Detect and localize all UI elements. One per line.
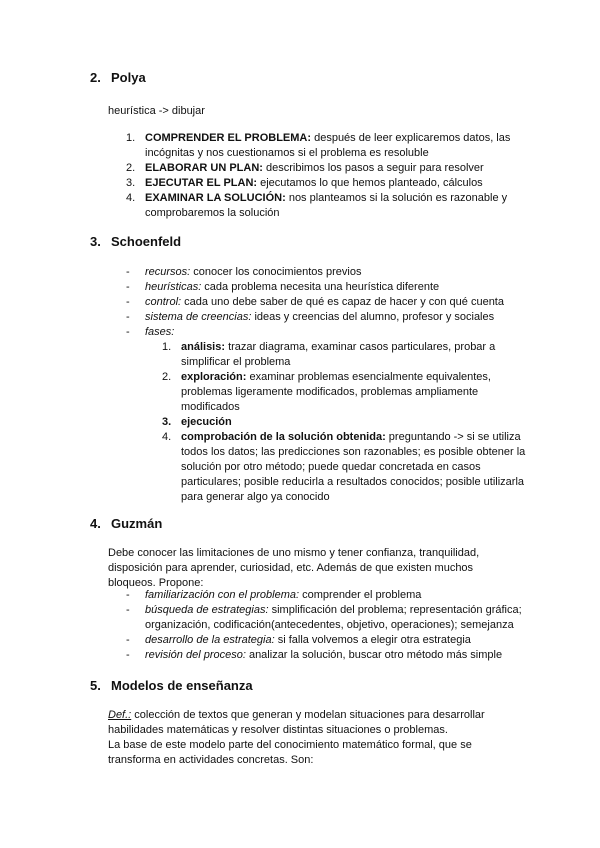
heading-number: 3.	[90, 234, 101, 249]
list-marker: 3.	[162, 416, 172, 428]
list-item-term: sistema de creencias:	[145, 311, 252, 323]
heading-title: Polya	[111, 70, 146, 85]
list-item-term: recursos:	[145, 266, 191, 278]
list-item-text: conocer los conocimientos previos	[190, 266, 362, 278]
list-item-term: fases:	[145, 326, 175, 338]
heading-modelos	[90, 678, 253, 693]
list-item-text: nos planteamos si la solución es razonable y comprobaremos la solución	[145, 192, 508, 219]
list-item-text: después de leer explicaremos datos, las incógnitas y nos cuestionamos si el problema es resoluble	[145, 132, 511, 159]
heading-guzman	[90, 516, 162, 531]
list-item-term: EJECUTAR EL PLAN:	[145, 177, 258, 189]
heading-title: Guzmán	[111, 516, 163, 531]
list-item	[126, 633, 536, 648]
list-marker: 4.	[162, 431, 172, 443]
dash-marker: -	[126, 604, 130, 616]
list-item	[126, 131, 526, 161]
list-marker: 2.	[162, 371, 172, 383]
list-item	[162, 340, 532, 370]
heading-schoenfeld	[90, 234, 181, 249]
dash-marker: -	[126, 634, 130, 646]
list-item	[126, 325, 526, 340]
list-item-text: preguntando -> si se utiliza todos los datos; las predicciones son razonables; es posible obtener la solución por otro método; puede quedar concretada en casos particulares; posible reducirla a resultados conocidos; posible utilizarla para generar algo ya conocido	[181, 431, 526, 503]
guzman-intro: Debe conocer las limitaciones de uno mismo y tener confianza, tranquilidad, disposición para aprender, curiosidad, etc. Además de que existen muchos bloqueos. Propone:	[108, 547, 480, 589]
list-item	[126, 176, 526, 191]
list-marker: 1.	[162, 341, 172, 353]
phases-list	[162, 340, 532, 505]
list-item	[126, 588, 536, 603]
list-item	[126, 648, 536, 663]
heading-title: Schoenfeld	[111, 234, 182, 249]
heading-title: Modelos de enseñanza	[111, 678, 253, 693]
schoenfeld-list	[126, 265, 526, 340]
list-item-term: análisis:	[181, 341, 226, 353]
list-item	[162, 415, 532, 430]
dash-marker: -	[126, 311, 130, 323]
guzman-list	[126, 588, 536, 663]
modelos-paragraph: La base de este modelo parte del conocimiento matemático formal, que se transforma en actividades concretas. Son:	[108, 739, 472, 766]
definition-label: Def.:	[108, 709, 132, 721]
list-marker: 3.	[126, 177, 136, 189]
dash-marker: -	[126, 281, 130, 293]
dash-marker: -	[126, 649, 130, 661]
list-item-text: describimos los pasos a seguir para resolver	[262, 162, 484, 174]
list-item-term: revisión del proceso:	[145, 649, 246, 661]
list-item-term: ELABORAR UN PLAN:	[145, 162, 263, 174]
list-item-text: simplificación del problema; representación gráfica; organización, codificación(antecedentes, objetivo, operaciones); semejanza	[145, 604, 522, 631]
heading-number: 2.	[90, 70, 101, 85]
list-item-term: COMPRENDER EL PROBLEMA:	[145, 132, 312, 144]
list-item-text: cada uno debe saber de qué es capaz de hacer y con qué cuenta	[181, 296, 504, 308]
list-item	[126, 310, 526, 325]
list-item-term: familiarización con el problema:	[145, 589, 300, 601]
list-marker: 1.	[126, 132, 136, 144]
list-item	[126, 295, 526, 310]
list-item	[126, 603, 536, 633]
dash-marker: -	[126, 266, 130, 278]
list-item	[126, 265, 526, 280]
list-item-text: analizar la solución, buscar otro método más simple	[245, 649, 503, 661]
list-item-term: ejecución	[181, 416, 232, 428]
polya-list	[126, 131, 526, 221]
list-item-term: exploración:	[181, 371, 247, 383]
list-item-term: comprobación de la solución obtenida:	[181, 431, 386, 443]
list-item-text: comprender el problema	[299, 589, 422, 601]
list-item-text: trazar diagrama, examinar casos particulares, probar a simplificar el problema	[181, 341, 496, 368]
list-item-text: examinar problemas esencialmente equivalentes, problemas ligeramente modificados, problemas ampliamente modificados	[181, 371, 491, 413]
modelos-definition	[108, 708, 518, 738]
list-item	[126, 191, 526, 221]
list-item-term: búsqueda de estrategias:	[145, 604, 269, 616]
list-marker: 2.	[126, 162, 136, 174]
list-item-term: desarrollo de la estrategia:	[145, 634, 275, 646]
heading-number: 5.	[90, 678, 101, 693]
list-item-text: cada problema necesita una heurística diferente	[201, 281, 440, 293]
list-item-text: ideas y creencias del alumno, profesor y sociales	[251, 311, 495, 323]
dash-marker: -	[126, 589, 130, 601]
list-item	[126, 161, 526, 176]
dash-marker: -	[126, 326, 130, 338]
list-item-text: si falla volvemos a elegir otra estrategia	[274, 634, 471, 646]
list-item	[126, 280, 526, 295]
heading-polya	[90, 70, 146, 85]
list-item	[162, 430, 532, 505]
list-item-text: ejecutamos lo que hemos planteado, cálculos	[257, 177, 483, 189]
list-marker: 4.	[126, 192, 136, 204]
polya-intro: heurística -> dibujar	[108, 105, 205, 117]
list-item-term: control:	[145, 296, 182, 308]
list-item-term: EXAMINAR LA SOLUCIÓN:	[145, 192, 286, 204]
list-item	[162, 370, 532, 415]
list-item-term: heurísticas:	[145, 281, 202, 293]
dash-marker: -	[126, 296, 130, 308]
definition-text: colección de textos que generan y modelan situaciones para desarrollar habilidades matemáticas y resolver distintas situaciones o problemas.	[108, 709, 485, 736]
heading-number: 4.	[90, 516, 101, 531]
